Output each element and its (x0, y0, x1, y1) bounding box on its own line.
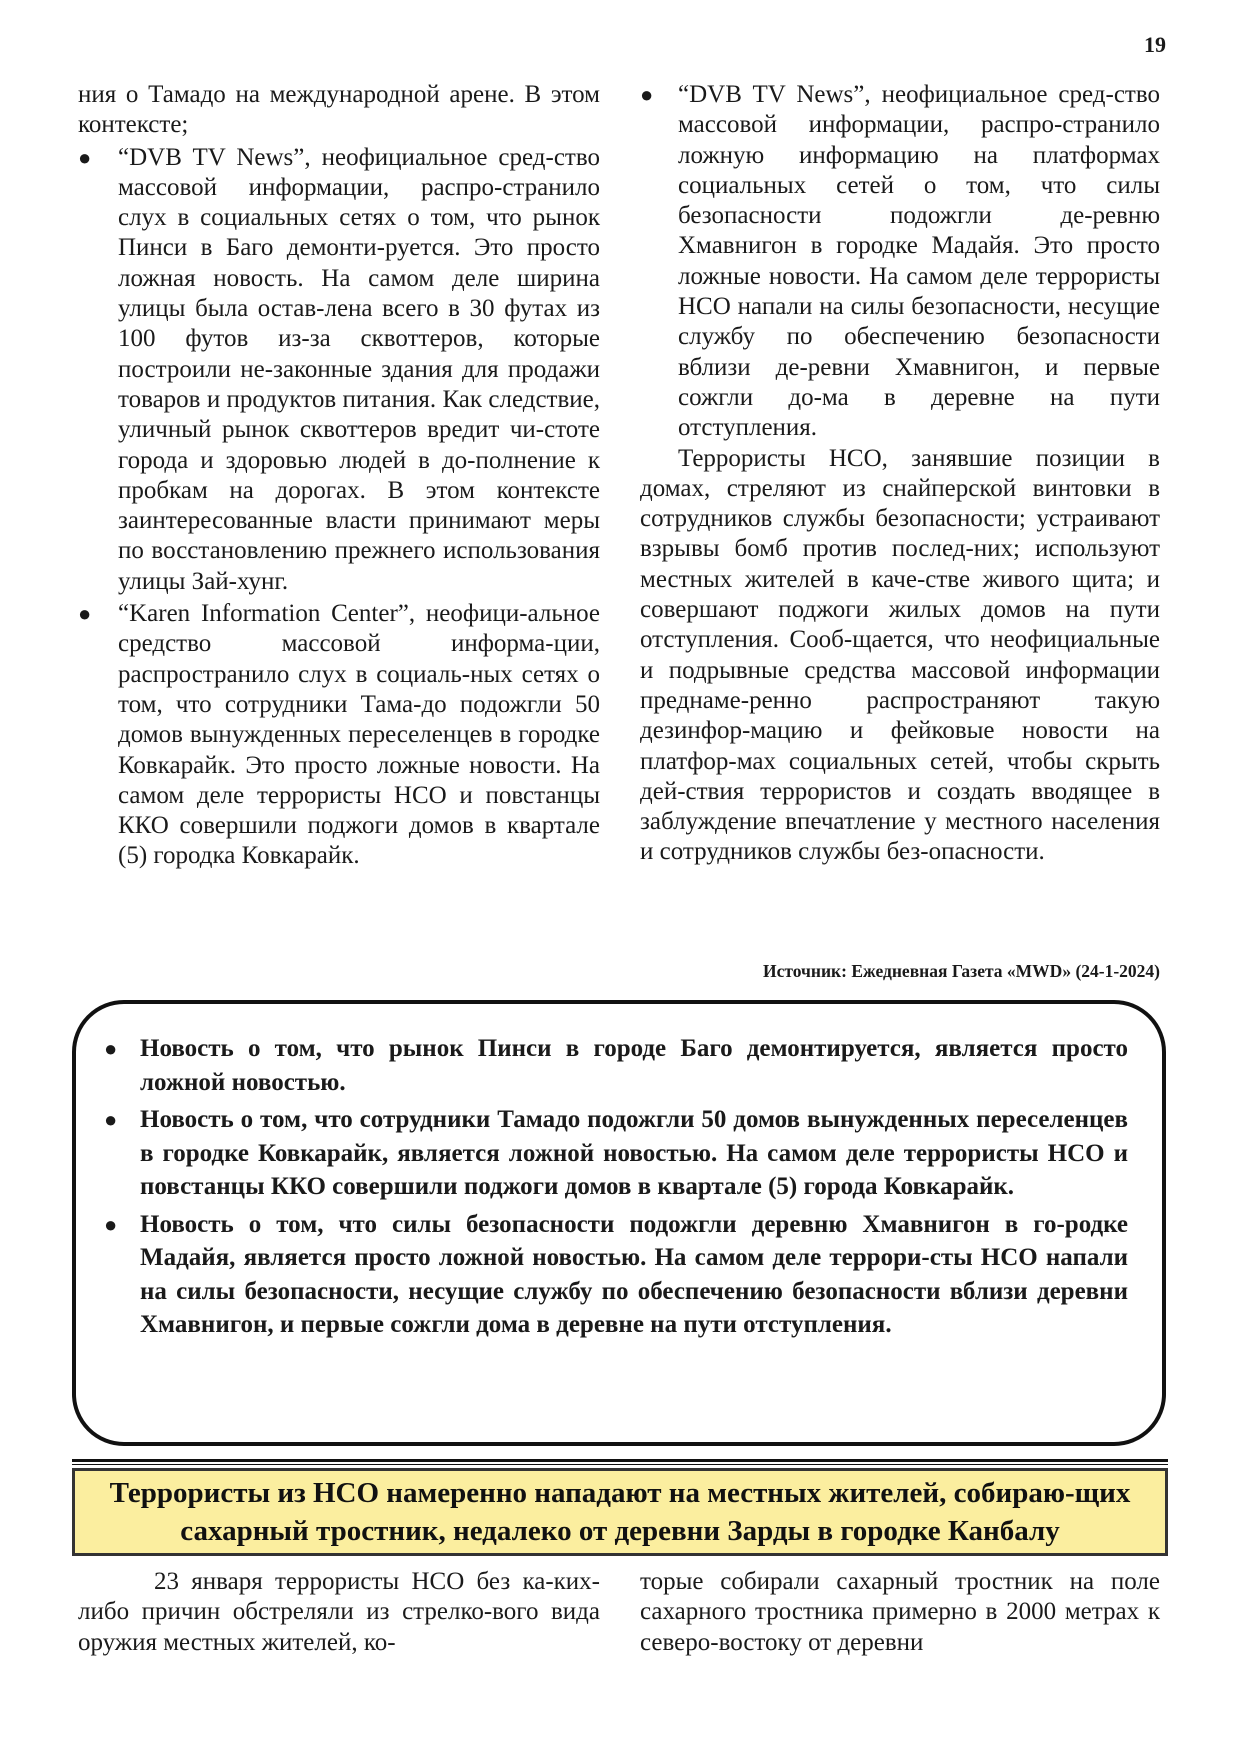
source-citation: Источник: Ежедневная Газета «MWD» (24-1-2024) (762, 961, 1160, 981)
bullet-text: “DVB TV News”, неофициальное сред-ство массовой информации, распро-странило слух в социальных сетях о том, что рынок Пинси в Баго демонти-руется. Это просто ложная новость. На самом деле ширина улицы была остав-лена всего в 30 футах из 100 футов из-за сквоттеров, которые построили не-законные здания для продажи товаров и продуктов питания. Как следствие, уличный рынок сквоттеров вредит чи-стоте города и здоровью людей в до-полнение к пробкам на дорогах. В этом контексте заинтересованные власти принимают меры по восстановлению прежнего использования улицы Зай-хунг. (118, 143, 600, 595)
bullet-text: “DVB TV News”, неофициальное сред-ство массовой информации, распро-странило ложную информацию на платформах социальных сетей о том, что силы безопасности подожгли де-ревню Хмавнигон в городке Мадайя. Это просто ложные новости. На самом деле террористы НСО напали на силы безопасности, несущие службу по обеспечению безопасности вблизи де-ревни Хмавнигон, и первые сожгли до-ма в деревне на пути отступления. (678, 81, 1160, 442)
summary-item-text: Новость о том, что силы безопасности подожгли деревню Хмавнигон в го-родке Мадайя, является просто ложной новостью. На самом деле террори-сты НСО напали на силы безопасности, несущие службу по обеспечению безопасности вблизи деревни Хмавнигон, и первые сожгли дома в деревне на пути отступления. (140, 1210, 1128, 1338)
page-number: 19 (1144, 32, 1166, 57)
article-left-column (78, 1567, 600, 1658)
headline-title: Террористы из НСО намеренно нападают на местных жителей, собираю-щих сахарный тростник, недалеко от деревни Зарды в городке Канбалу (109, 1477, 1131, 1547)
bullet-item-dvb-hmavnigon (640, 80, 1160, 444)
article-left-text: 23 января террористы НСО без ка-ких-либо причин обстреляли из стрелко-вого вида оружия местных жителей, ко- (78, 1568, 600, 1656)
right-column (640, 80, 1160, 868)
summary-box (72, 1000, 1166, 1446)
right-paragraph: Террористы НСО, занявшие позиции в домах, стреляют из снайперской винтовки в сотрудников службы безопасности; устраивают взрывы бомб против послед-них; используют местных жителей в каче-стве живого щита; и совершают поджоги жилых домов на пути отступления. Сооб-щается, что неофициальные и подрывные средства массовой информации преднаме-ренно распространяют такую дезинфор-мацию и фейковые новости на платфор-мах социальных сетей, чтобы скрыть дей-ствия террористов и создать вводящее в заблуждение впечатление у местного населения и сотрудников службы без-опасности. (640, 444, 1160, 866)
bullet-icon: ● (640, 82, 654, 107)
bullet-icon: ● (104, 1036, 118, 1061)
summary-item-text: Новость о том, что сотрудники Тамадо подожгли 50 домов вынужденных переселенцев в городке Ковкарайк, является ложной новостью. На самом деле террористы НСО и повстанцы ККО совершили поджоги домов в квартале (5) города Ковкарайк. (140, 1106, 1128, 1200)
right-bullet-list (640, 80, 1160, 444)
bullet-icon: ● (78, 144, 92, 170)
summary-list (76, 1004, 1162, 1342)
headline-banner (72, 1468, 1168, 1556)
left-bullet-list (78, 143, 600, 872)
article-right-text: торые собирали сахарный тростник на поле сахарного тростника примерно в 2000 метрах к северо-востоку от деревни (640, 1568, 1160, 1656)
bullet-item-karen-info (78, 599, 600, 872)
bullet-icon: ● (104, 1107, 118, 1132)
left-intro-text: ния о Тамадо на международной арене. В этом контексте; (78, 81, 600, 139)
summary-item (104, 1032, 1128, 1099)
summary-item (104, 1103, 1128, 1204)
divider-rule (72, 1459, 1168, 1462)
summary-item-text: Новость о том, что рынок Пинси в городе Баго демонтируется, является просто ложной новостью. (140, 1035, 1128, 1096)
left-column (78, 80, 600, 872)
divider-rule-thin (72, 1464, 1168, 1465)
article-right-column (640, 1567, 1160, 1658)
bullet-text: “Karen Information Center”, неофици-альное средство массовой информа-ции, распространило слух в социаль-ных сетях о том, что сотрудники Тама-до подожгли 50 домов вынужденных переселенцев в городке Ковкарайк. Это просто ложные новости. На самом деле террористы НСО и повстанцы ККО совершили поджоги домов в квартале (5) городка Ковкарайк. (118, 600, 600, 870)
bullet-icon: ● (78, 601, 92, 627)
summary-item (104, 1208, 1128, 1342)
bullet-icon: ● (104, 1211, 118, 1237)
bullet-item-dvb-pinsi (78, 143, 600, 597)
